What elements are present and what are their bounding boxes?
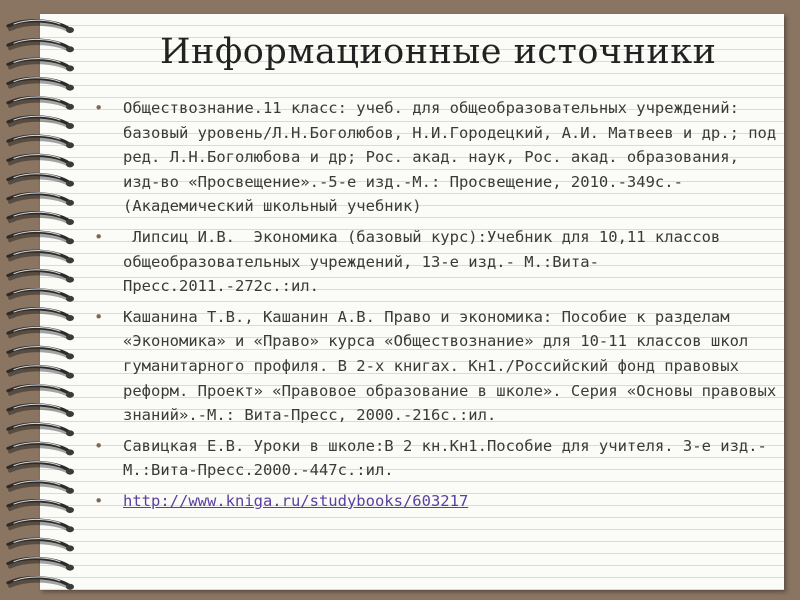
list-item (90, 225, 780, 299)
spiral-ring (8, 97, 74, 110)
spiral-ring (8, 78, 74, 91)
spiral-ring (8, 155, 74, 168)
list-item (90, 434, 780, 483)
source-text: Обществознание.11 класс: учеб. для общеобразовательных учреждений: базовый уровень/Л.Н.Боголюбов, Н.И.Городецкий, А.И. Матвеев и др.; под ред. Л.Н.Боголюбова и др; Рос. акад. наук, Рос. акад. образования, изд-во «Просвещение».-5-е изд.-М.: Просвещение, 2010.-349с.- (Академический школьный учебник) (123, 99, 777, 216)
spiral-ring (8, 135, 74, 148)
source-text: Липсиц И.В. Экономика (базовый курс):Учебник для 10,11 классов общеобразовательных учреждений, 13-е изд.- М.:Вита-Пресс.2011.-272с.:ил. (123, 227, 730, 296)
bullet-icon: • (94, 227, 104, 246)
list-item (90, 305, 780, 428)
bullet-icon: • (94, 99, 104, 117)
source-text: Кашанина Т.В., Кашанин А.В. Право и экономика: Пособие к разделам «Экономика» и «Право» курса «Обществознание» для 10-11 классов школ гуманитарного профиля. В 2-х книгах. Кн1./Российский фонд правовых реформ. Проект» «Правовое образование в школе». Серия «Основы правовых знаний».-М.: Вита-Пресс, 2000.-216с.:ил. (123, 307, 777, 425)
spiral-ring (8, 539, 74, 552)
bullet-icon: • (94, 436, 104, 455)
spiral-ring (8, 558, 74, 571)
spiral-ring (8, 116, 74, 129)
spiral-ring (8, 327, 74, 340)
spiral-ring (8, 251, 74, 264)
spiral-ring (8, 347, 74, 360)
spiral-binding (0, 14, 80, 590)
spiral-ring (8, 404, 74, 417)
spiral-ring (8, 519, 74, 532)
source-link[interactable]: http://www.kniga.ru/studybooks/603217 (123, 491, 469, 510)
spiral-ring (8, 212, 74, 225)
spiral-ring (8, 423, 74, 436)
spiral-ring (8, 481, 74, 494)
spiral-ring (8, 385, 74, 398)
spiral-ring (8, 231, 74, 244)
spiral-ring (8, 20, 74, 33)
spiral-ring (8, 174, 74, 187)
bullet-icon: • (94, 491, 104, 510)
slide-title: Информационные источники (160, 32, 717, 72)
spiral-ring (8, 308, 74, 321)
spiral-ring (8, 270, 74, 283)
spiral-ring (8, 500, 74, 513)
spiral-ring (8, 577, 74, 590)
list-item (90, 489, 780, 514)
source-text: Савицкая Е.В. Уроки в школе:В 2 кн.Кн1.Пособие для учителя. 3-е изд.-М.:Вита-Пресс.2000.-447с.:ил. (123, 436, 767, 480)
list-item (90, 96, 780, 219)
bullet-icon: • (94, 307, 104, 326)
spiral-ring (8, 193, 74, 206)
spiral-ring (8, 39, 74, 52)
spiral-ring (8, 289, 74, 302)
spiral-ring (8, 462, 74, 475)
sources-list (90, 96, 780, 520)
spiral-ring (8, 59, 74, 72)
spiral-ring (8, 366, 74, 379)
spiral-ring (8, 443, 74, 456)
